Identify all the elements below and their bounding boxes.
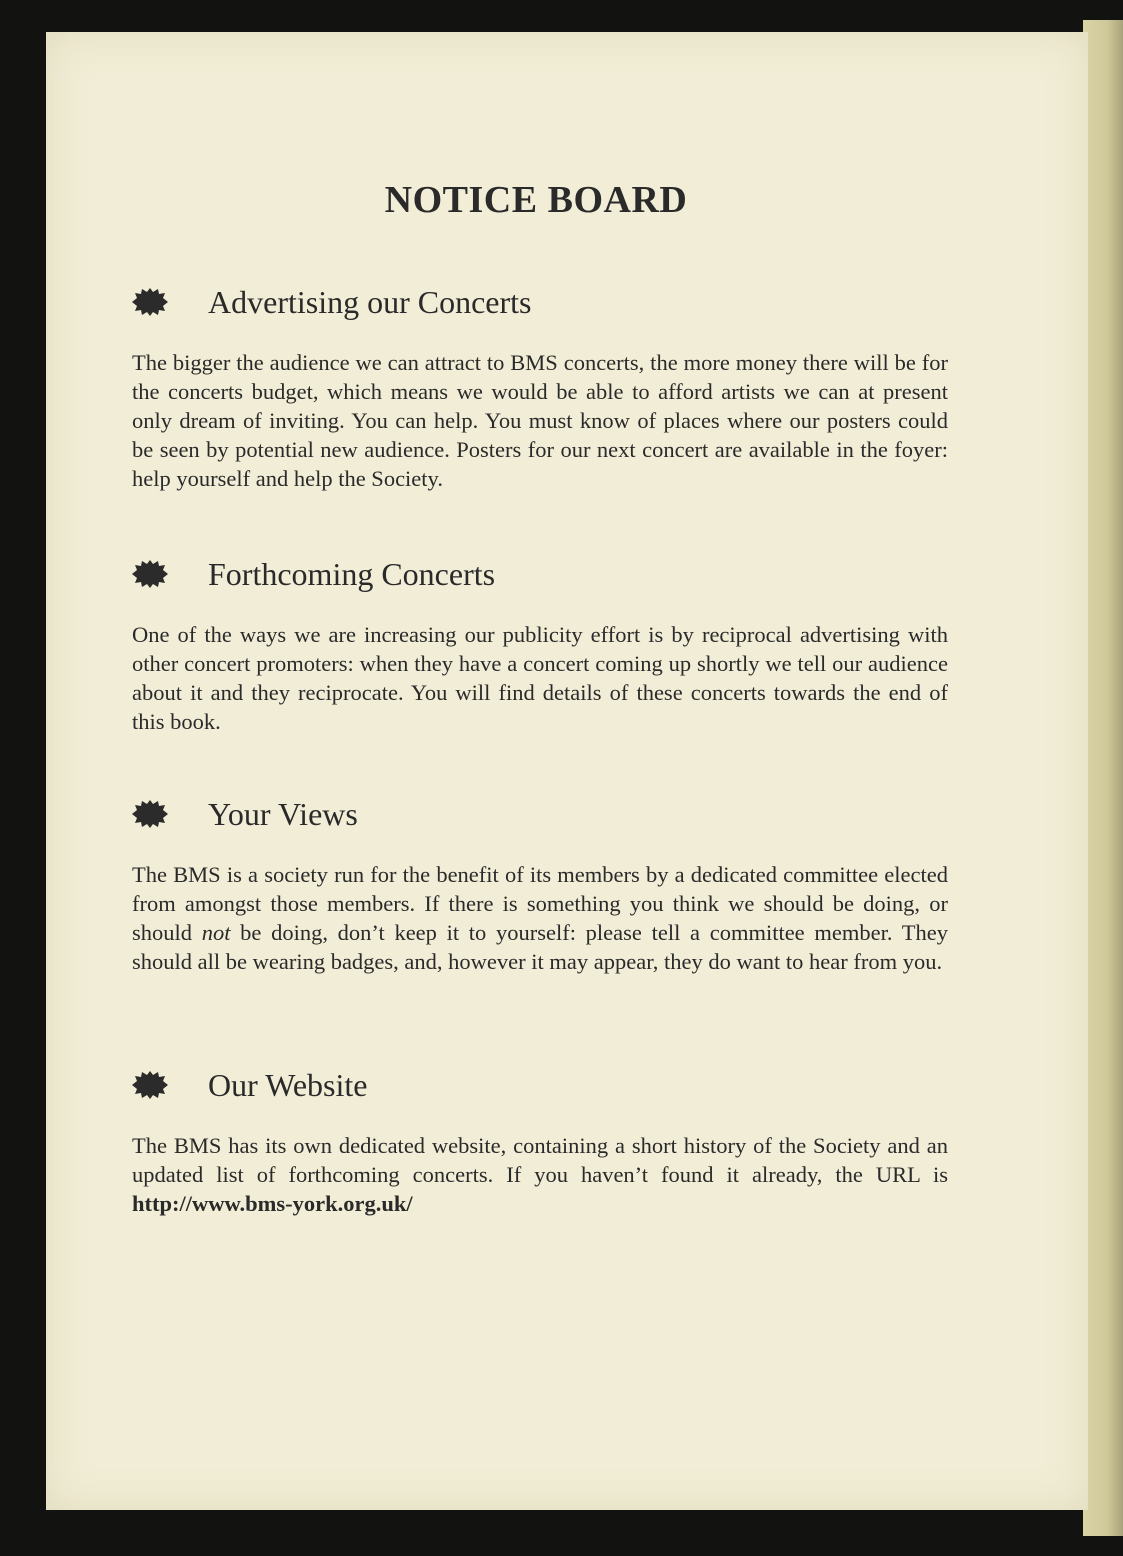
section-heading [132,794,948,834]
section-advertising [132,282,948,493]
section-views [132,794,948,976]
body-text-part: The BMS has its own dedicated website, containing a short history of the Society and an updated list of forthcoming concerts. If you haven’t found it already, the URL is [132,1133,948,1187]
section-body: One of the ways we are increasing our publicity effort is by reciprocal advertising with other concert promoters: when they have a concert coming up shortly we tell our audience about it and they reciprocate. You will find details of these concerts towards the end of this book. [132,622,948,734]
starburst-bullet-icon [132,288,168,316]
starburst-bullet-icon [132,1071,168,1099]
body-text-part: The BMS is a society run for the benefit of its members by a dedicated committee elected from amongst those members. If there is something you think we should be doing, or should [132,862,948,945]
section-heading-text: Advertising our Concerts [208,283,532,320]
starburst-bullet-icon [132,800,168,828]
section-heading [132,554,948,594]
page-title: NOTICE BOARD [384,179,688,221]
document-page [46,32,1088,1510]
section-heading-text: Your Views [208,795,358,832]
emphasis-text: not [201,920,231,945]
section-heading-text: Our Website [208,1066,368,1103]
section-heading-text: Forthcoming Concerts [208,555,496,592]
starburst-bullet-icon [132,560,168,588]
website-url: http://www.bms-york.org.uk/ [132,1191,413,1216]
section-heading [132,282,948,322]
section-body: The bigger the audience we can attract to BMS concerts, the more money there will be for the concerts budget, which means we would be able to afford artists we can at present only dream of inviting. You can help. You must know of places where our posters could be seen by potential new audience. Posters for our next concert are available in the foyer: help yourself and help the Society. [132,350,948,491]
body-text-part: be doing, don’t keep it to yourself: please tell a committee member. They should all be wearing badges, and, however it may appear, they do want to hear from you. [132,920,948,974]
section-body [132,1131,948,1218]
section-heading [132,1065,948,1105]
section-forthcoming [132,554,948,736]
page-edge [1083,20,1123,1536]
section-website [132,1065,948,1218]
section-body [132,860,948,976]
